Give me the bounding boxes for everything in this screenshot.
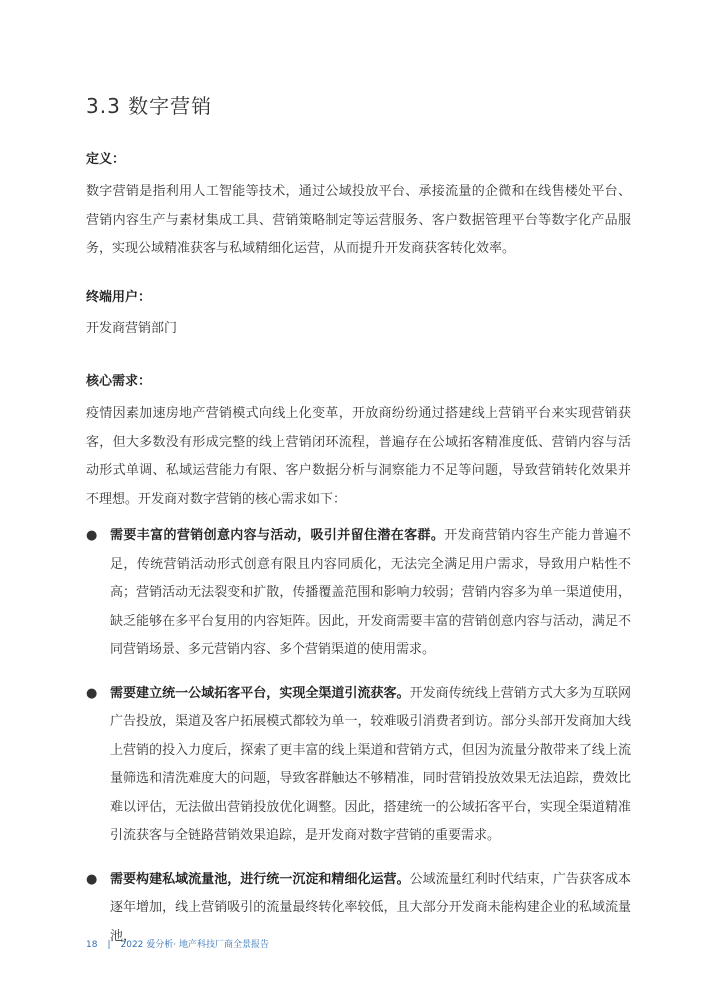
- bullet-lead: 需要建立统一公域拓客平台，实现全渠道引流获客。: [110, 685, 410, 701]
- report-name: 2022 爱分析· 地产科技厂商全景报告: [120, 940, 269, 950]
- bullet-lead: 需要构建私域流量池，进行统一沉淀和精细化运营。: [110, 871, 410, 887]
- core-needs-intro: 疫情因素加速房地产营销模式向线上化变革，开放商纷纷通过搭建线上营销平台来实现营销获客，但大多数没有形成完整的线上营销闭环流程，普遍存在公域拓客精准度低、营销内容与活动形式单调、私域运营能力有限、客户数据分析与洞察能力不足等问题，导致营销转化效果并不理想。开发商对数字营销的核心需求如下：: [86, 406, 631, 507]
- definition-heading: 定义：: [86, 152, 126, 167]
- page-footer: [86, 937, 269, 950]
- list-item: [86, 522, 631, 665]
- page-number: 18: [86, 940, 98, 950]
- core-needs-heading: 核心需求：: [86, 374, 152, 389]
- list-item: [86, 680, 631, 851]
- bullet-text: 公域流量红利时代结束，广告获客成本逐年增加，线上营销吸引的流量最终转化率较低，且大部分开发商未能构建企业的私域流量池，: [110, 871, 631, 944]
- bullet-lead: 需要丰富的营销创意内容与活动，吸引并留住潜在客群。: [110, 528, 445, 543]
- bullet-icon: ●: [86, 871, 98, 887]
- footer-separator: |: [107, 940, 111, 950]
- bullet-text: 开发商传统线上营销方式大多为互联网广告投放，渠道及客户拓展模式都较为单一，较难吸引消费者到访。部分头部开发商加大线上营销的投入力度后，探索了更丰富的线上渠道和营销方式，但因为流量分散带来了线上流量筛选和清洗难度大的问题，导致客群触达不够精准，同时营销投放效果无法追踪，费效比难以评估，无法做出营销投放优化调整。因此，搭建统一的公域拓客平台，实现全渠道精准引流获客与全链路营销效果追踪，是开发商对数字营销的重要需求。: [110, 685, 631, 843]
- definition-text: 数字营销是指利用人工智能等技术，通过公域投放平台、承接流量的企微和在线售楼处平台、营销内容生产与素材集成工具、营销策略制定等运营服务、客户数据管理平台等数字化产品服务，实现公域精准获客与私域精细化运营，从而提升开发商获客转化效率。: [86, 184, 631, 256]
- core-needs-list: [86, 522, 631, 951]
- bullet-text: 开发商营销内容生产能力普遍不足，传统营销活动形式创意有限且内容同质化，无法完全满足用户需求，导致用户粘性不高；营销活动无法裂变和扩散，传播覆盖范围和影响力较弱；营销内容多为单一渠道使用，缺乏能够在多平台复用的内容矩阵。因此，开发商需要丰富的营销创意内容与活动，满足不同营销场景、多元营销内容、多个营销渠道的使用需求。: [110, 528, 631, 657]
- bullet-icon: ●: [86, 685, 98, 701]
- end-user-heading: 终端用户：: [86, 290, 152, 305]
- end-user-text: 开发商营销部门: [86, 321, 178, 336]
- section-title: 3.3 数字营销: [86, 94, 213, 118]
- bullet-icon: ●: [86, 528, 98, 543]
